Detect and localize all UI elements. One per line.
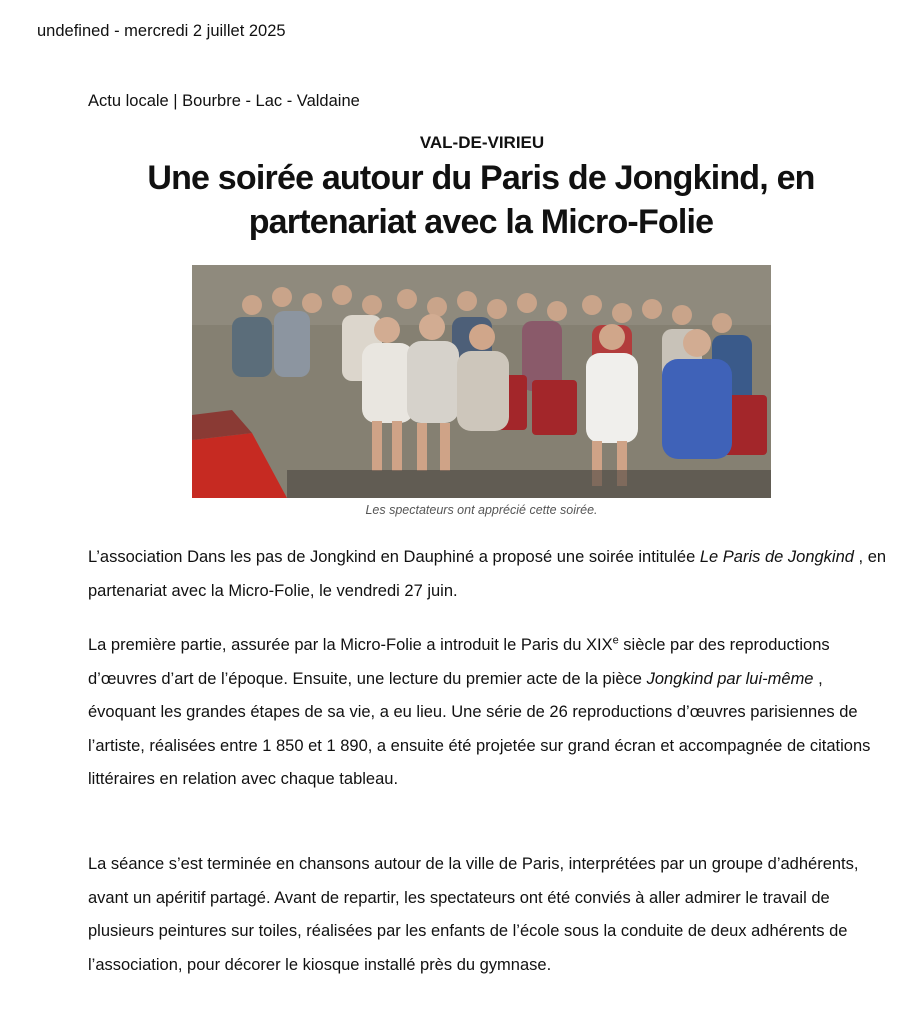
article-photo	[192, 265, 771, 498]
article-paragraph-1	[88, 541, 888, 608]
paragraph-text: La première partie, assurée par la Micro-Folie a introduit le Paris du XIX	[88, 636, 613, 654]
event-title-italic: Le Paris de Jongkind	[699, 548, 854, 566]
century-superscript: e	[612, 634, 619, 647]
paragraph-text: , en partenariat avec la Micro-Folie, le vendredi 27 juin.	[88, 548, 887, 600]
photo-caption: Les spectateurs ont apprécié cette soirée.	[365, 503, 598, 517]
edition-date-line: undefined - mercredi 2 juillet 2025	[37, 22, 286, 40]
paragraph-text: siècle par des reproductions d’œuvres d’art de l’époque. Ensuite, une lecture du premier acte de la pièce	[88, 636, 830, 688]
paragraph-text: , évoquant les grandes étapes de sa vie, a eu lieu. Une série de 26 reproductions d’œuvres parisiennes de l’artiste, réalisées entre 1 850 et 1 890, a ensuite été projetée sur grand écran et accompagnée de citations littéraires en relation avec chaque tableau.	[88, 669, 871, 788]
article-paragraph-3: La séance s’est terminée en chansons autour de la ville de Paris, interprétées par un groupe d’adhérents, avant un apéritif partagé. Avant de repartir, les spectateurs ont été conviés à aller admirer le travail de plusieurs peintures sur toiles, réalisées par les enfants de l’école sous la conduite de deux adhérents de l’association, pour décorer le kiosque installé près du gymnase.	[88, 855, 859, 974]
article-paragraph-2	[88, 629, 888, 797]
article-title: Une soirée autour du Paris de Jongkind, en partenariat avec la Micro-Folie	[147, 159, 815, 241]
play-title-italic: Jongkind par lui-même	[646, 669, 814, 688]
section-rubric: Actu locale | Bourbre - Lac - Valdaine	[88, 92, 360, 110]
paragraph-text: L’association Dans les pas de Jongkind en Dauphiné a proposé une soirée intitulée	[88, 548, 700, 566]
audience-photo-illustration	[192, 265, 771, 498]
article-kicker: VAL-DE-VIRIEU	[419, 133, 545, 152]
